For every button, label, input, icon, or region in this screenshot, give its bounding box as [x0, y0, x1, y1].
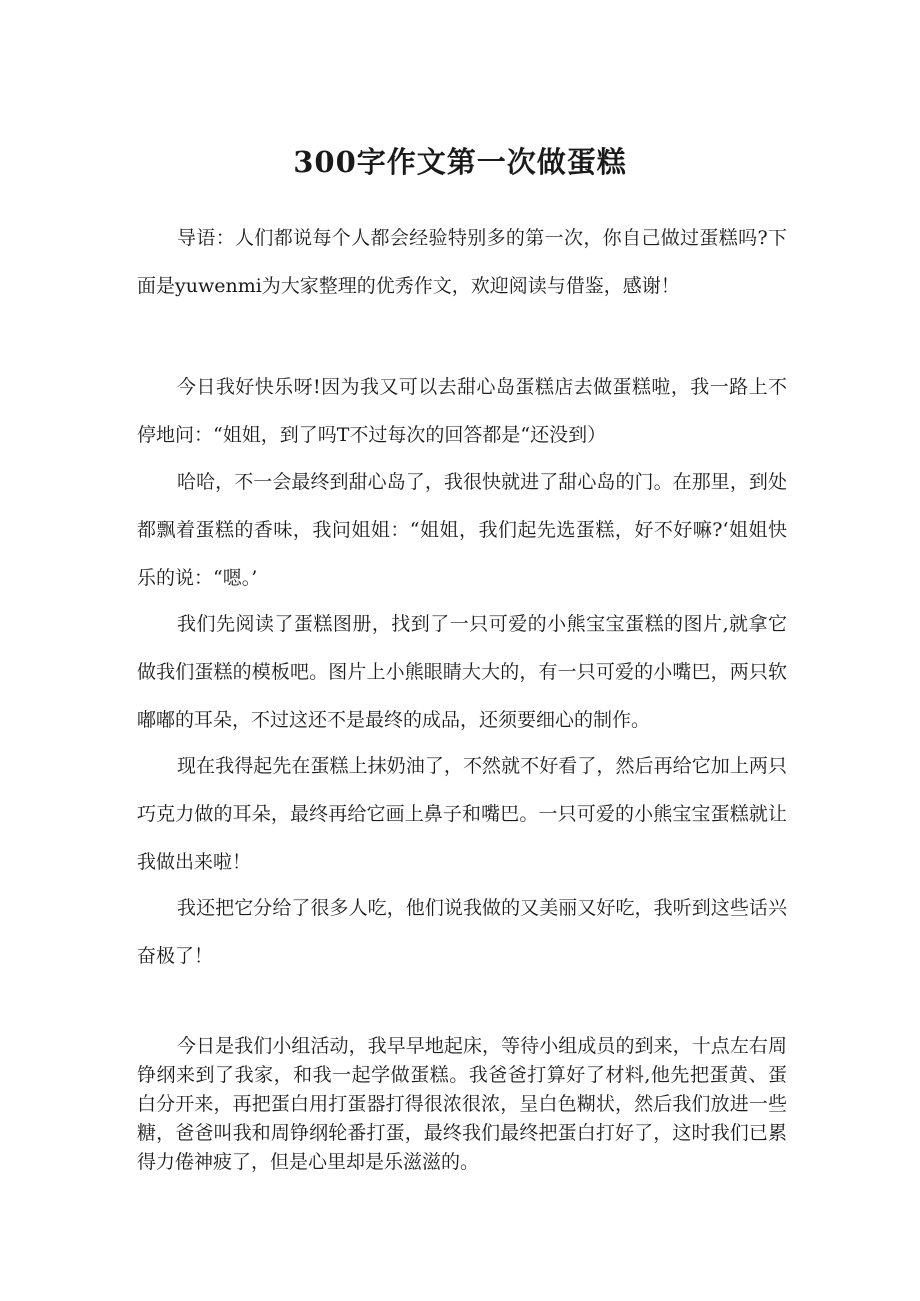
body-paragraph-4: 现在我得起先在蛋糕上抹奶油了，不然就不好看了，然后再给它加上两只巧克力做的耳朵，最终再给它画上鼻子和嘴巴。一只可爱的小熊宝宝蛋糕就让我做出来啦！: [137, 755, 787, 873]
body-paragraph-5: 我还把它分给了很多人吃，他们说我做的又美丽又好吃，我听到这些话兴奋极了！: [137, 897, 787, 967]
intro-paragraph: 导语：人们都说每个人都会经验特别多的第一次，你自己做过蛋糕吗?下面是yuwenmi为大家整理的优秀作文，欢迎阅读与借鉴，感谢！: [137, 227, 787, 297]
body-paragraph-6: 今日是我们小组活动，我早早地起床，等待小组成员的到来，十点左右周铮纲来到了我家，和我一起学做蛋糕。我爸爸打算好了材料,他先把蛋黄、蛋白分开来，再把蛋白用打蛋器打得很浓很浓，呈白色糊状，然后我们放进一些糖，爸爸叫我和周铮纲轮番打蛋，最终我们最终把蛋白打好了，这时我们已累得力倦神疲了，但是心里却是乐滋滋的。: [137, 1035, 787, 1173]
body-paragraph-3: 我们先阅读了蛋糕图册，找到了一只可爱的小熊宝宝蛋糕的图片,就拿它做我们蛋糕的模板吧。图片上小熊眼睛大大的，有一只可爱的小嘴巴，两只软嘟嘟的耳朵，不过这还不是最终的成品，还须要细心的制作。: [137, 613, 787, 731]
document-title: 300字作文第一次做蛋糕: [293, 145, 627, 179]
body-paragraph-2: 哈哈，不一会最终到甜心岛了，我很快就进了甜心岛的门。在那里，到处都飘着蛋糕的香味，我问姐姐：“姐姐，我们起先选蛋糕，好不好嘛?‘姐姐快乐的说：“嗯。’: [137, 471, 787, 589]
body-paragraph-1: 今日我好快乐呀!因为我又可以去甜心岛蛋糕店去做蛋糕啦，我一路上不停地问：“姐姐，到了吗T不过每次的回答都是“还没到）: [137, 376, 787, 446]
